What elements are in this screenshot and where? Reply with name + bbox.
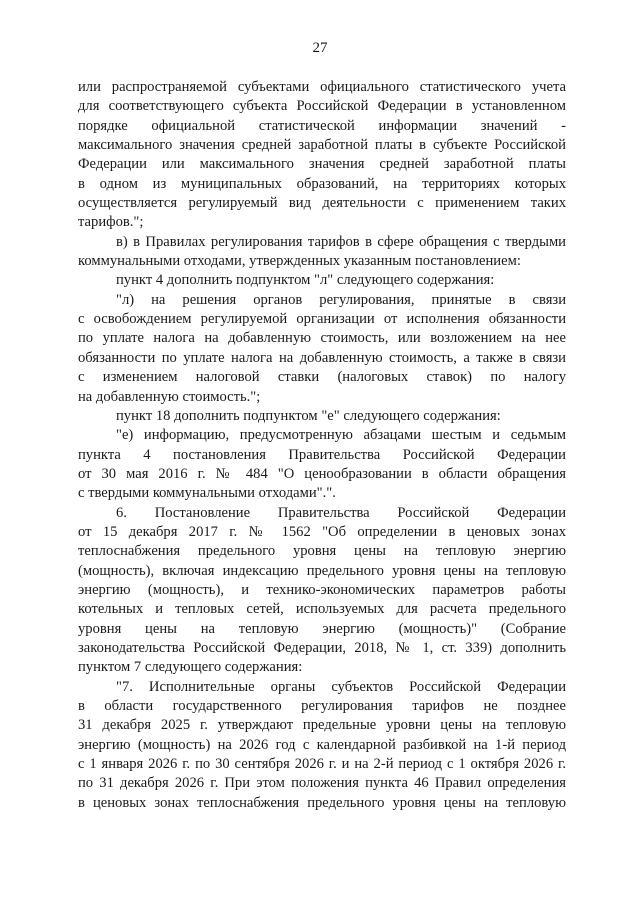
- text-line: в области государственного регулирования тарифов не позднее: [78, 698, 566, 714]
- text-line: законодательства Российской Федерации, 2018, № 1, ст. 339) дополнить: [78, 639, 566, 656]
- text-line: котельных и тепловых сетей, используемых для расчета предельного: [78, 601, 566, 618]
- text-line: для соответствующего субъекта Российской Федерации в установленном: [78, 98, 566, 115]
- text-line: Федерации или максимального значения средней заработной платы: [78, 156, 566, 173]
- text-line: "7. Исполнительные органы субъектов Российской Федерации: [116, 678, 566, 695]
- text-line: осуществляется регулируемый вид деятельности с применением таких: [78, 195, 566, 212]
- text-line: порядке официальной статистической информации значений -: [78, 117, 566, 134]
- text-line: в) в Правилах регулирования тарифов в сфере обращения с твердыми: [116, 233, 566, 250]
- text-line: пункт 4 дополнить подпунктом "л" следующего содержания:: [116, 272, 495, 289]
- text-line: "е) информацию, предусмотренную абзацами шестым и седьмым: [116, 427, 566, 444]
- text-line: "л) на решения органов регулирования, принятые в связи: [116, 291, 566, 308]
- text-line: с освобождением регулируемой организации от исполнения обязанности: [78, 311, 566, 328]
- text-line: в ценовых зонах теплоснабжения предельного уровня цены на тепловую: [78, 794, 566, 811]
- text-line: пункта 4 постановления Правительства Российской Федерации: [78, 446, 566, 463]
- text-line: максимального значения средней заработной платы в субъекте Российской: [78, 137, 566, 154]
- text-line: от 30 мая 2016 г. № 484 "О ценообразовании в области обращения: [78, 465, 566, 482]
- text-line: на добавленную стоимость.";: [78, 388, 261, 405]
- text-line: с 1 января 2026 г. по 30 сентября 2026 г. и на 2-й период с 1 октября 2026 г.: [78, 756, 566, 773]
- document-body: [78, 78, 566, 813]
- text-line: пунктом 7 следующего содержания:: [78, 659, 303, 676]
- text-line: по уплате налога на добавленную стоимость, или возложением на нее: [78, 330, 566, 347]
- text-line: тарифов.";: [78, 214, 144, 231]
- text-line: обязанности по уплате налога на добавленную стоимость, а также в связи: [78, 349, 566, 366]
- text-line: энергию (мощность), и технико-экономических параметров работы: [78, 581, 566, 598]
- text-line: (мощность), включая индексацию предельного уровня цены на тепловую: [78, 562, 566, 579]
- text-line: уровня цены на тепловую энергию (мощность)" (Собрание: [78, 620, 566, 637]
- text-line: в одном из муниципальных образований, на территориях которых: [78, 175, 566, 192]
- text-line: с твердыми коммунальными отходами".".: [78, 485, 336, 502]
- text-line: энергию (мощность) на 2026 год с календарной разбивкой на 1-й период: [78, 736, 566, 753]
- text-line: теплоснабжения предельного уровня цены на тепловую энергию: [78, 543, 566, 560]
- text-line: по 31 декабря 2026 г. При этом положения пункта 46 Правил определения: [78, 775, 566, 792]
- text-line: от 15 декабря 2017 г. № 1562 "Об определении в ценовых зонах: [78, 523, 566, 540]
- text-line: с изменением налоговой ставки (налоговых ставок) по налогу: [78, 369, 566, 386]
- text-line: или распространяемой субъектами официального статистического учета: [78, 79, 566, 95]
- text-line: коммунальными отходами, утвержденных указанным постановлением:: [78, 253, 521, 270]
- text-line: 6. Постановление Правительства Российской Федерации: [116, 504, 566, 521]
- text-line: пункт 18 дополнить подпунктом "е" следующего содержания:: [116, 407, 501, 424]
- text-line: 31 декабря 2025 г. утверждают предельные уровни цены на тепловую: [78, 717, 566, 734]
- page-number: 27: [312, 40, 328, 56]
